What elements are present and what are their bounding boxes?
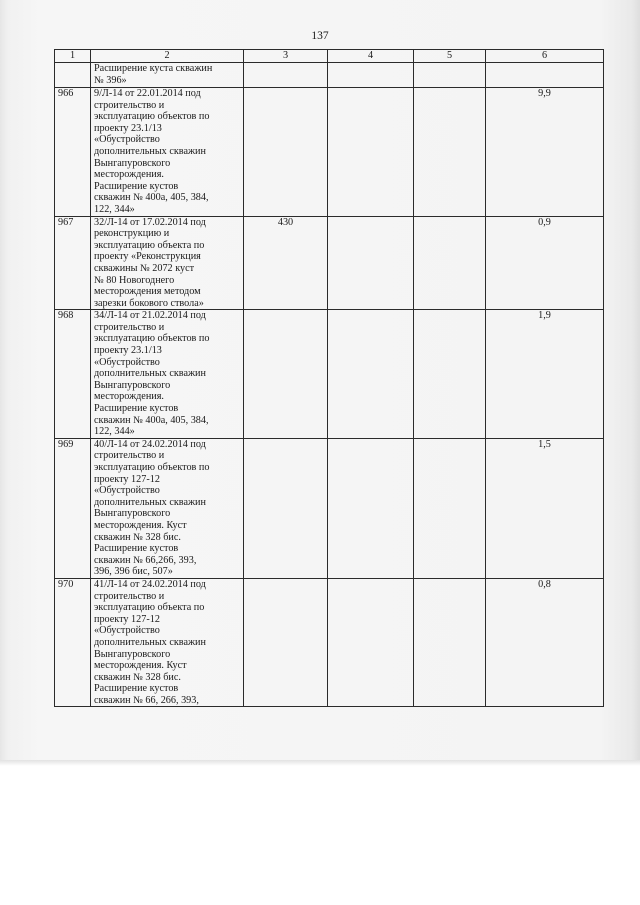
description-line: 34/Л-14 от 21.02.2014 под bbox=[94, 310, 206, 322]
column-3-cell bbox=[244, 578, 328, 707]
description-line: эксплуатацию объектов по bbox=[94, 333, 210, 345]
description-line: «Обустройство bbox=[94, 356, 160, 368]
row-number-cell: 970 bbox=[55, 578, 91, 707]
table-row bbox=[55, 578, 604, 707]
column-3-cell bbox=[244, 438, 328, 578]
column-4-cell bbox=[328, 63, 414, 88]
column-3-cell bbox=[244, 310, 328, 439]
description-line: зарезки бокового ствола» bbox=[94, 297, 204, 309]
description-line: проекту 23.1/13 bbox=[94, 122, 162, 134]
table-row-continuation bbox=[55, 63, 604, 88]
row-number-cell: 967 bbox=[55, 216, 91, 310]
column-4-cell bbox=[328, 88, 414, 217]
description-line: Вынгапуровского bbox=[94, 157, 171, 169]
description-line: 32/Л-14 от 17.02.2014 под bbox=[94, 216, 206, 228]
column-3-cell bbox=[244, 63, 328, 88]
description-line: Расширение кустов bbox=[94, 543, 179, 555]
description-line: Вынгапуровского bbox=[94, 508, 171, 520]
description-line: реконструкцию и bbox=[94, 228, 170, 240]
row-number-cell bbox=[55, 63, 91, 88]
column-5-cell bbox=[414, 63, 486, 88]
description-line: 41/Л-14 от 24.02.2014 под bbox=[94, 578, 206, 590]
column-4-cell bbox=[328, 578, 414, 707]
column-6-cell: 9,9 bbox=[486, 88, 604, 217]
description-line: месторождения. Куст bbox=[94, 519, 187, 531]
scan-edge bbox=[0, 760, 640, 766]
column-header-5: 5 bbox=[414, 50, 486, 63]
row-number-cell: 966 bbox=[55, 88, 91, 217]
description-line: 122, 344» bbox=[94, 426, 135, 438]
column-4-cell bbox=[328, 438, 414, 578]
description-line: № 80 Новогоднего bbox=[94, 274, 175, 286]
description-line: № 396» bbox=[94, 74, 127, 86]
table-row bbox=[55, 438, 604, 578]
description-line: 396, 396 бис, 507» bbox=[94, 566, 173, 578]
description-line: проекту 127-12 bbox=[94, 473, 160, 485]
register-table bbox=[54, 49, 604, 707]
table-row bbox=[55, 310, 604, 439]
column-5-cell bbox=[414, 310, 486, 439]
description-line: скважин № 400а, 405, 384, bbox=[94, 414, 209, 426]
description-line: эксплуатацию объектов по bbox=[94, 462, 210, 473]
column-6-cell: 0,8 bbox=[486, 578, 604, 707]
description-line: скважин № 400а, 405, 384, bbox=[94, 192, 209, 204]
row-number-cell: 969 bbox=[55, 438, 91, 578]
column-5-cell bbox=[414, 438, 486, 578]
description-line: строительство и bbox=[94, 99, 165, 111]
description-cell bbox=[91, 310, 244, 439]
column-6-cell: 1,9 bbox=[486, 310, 604, 439]
description-line: Вынгапуровского bbox=[94, 648, 171, 660]
description-line: строительство и bbox=[94, 321, 165, 333]
column-5-cell bbox=[414, 88, 486, 217]
description-line: эксплуатацию объекта по bbox=[94, 239, 205, 251]
description-line: месторождения. bbox=[94, 169, 164, 181]
column-3-cell bbox=[244, 88, 328, 217]
row-number-cell: 968 bbox=[55, 310, 91, 439]
description-line: «Обустройство bbox=[94, 485, 160, 497]
description-cell bbox=[91, 63, 244, 88]
description-line: скважин № 66,266, 393, bbox=[94, 554, 197, 566]
description-line: дополнительных скважин bbox=[94, 145, 206, 157]
description-line: дополнительных скважин bbox=[94, 636, 206, 648]
description-line: эксплуатацию объектов по bbox=[94, 111, 210, 123]
column-5-cell bbox=[414, 216, 486, 310]
description-line: проекту 23.1/13 bbox=[94, 345, 162, 357]
page-number: 137 bbox=[311, 30, 329, 42]
column-header-4: 4 bbox=[328, 50, 414, 63]
description-cell bbox=[91, 578, 244, 707]
description-line: строительство и bbox=[94, 450, 165, 462]
table-row bbox=[55, 216, 604, 310]
column-header-3: 3 bbox=[244, 50, 328, 63]
description-line: Расширение кустов bbox=[94, 683, 179, 695]
description-line: месторождения методом bbox=[94, 286, 201, 298]
description-line: дополнительных скважин bbox=[94, 496, 206, 508]
description-cell bbox=[91, 438, 244, 578]
description-line: строительство и bbox=[94, 590, 165, 602]
description-line: эксплуатацию объекта по bbox=[94, 602, 205, 614]
description-line: скважины № 2072 куст bbox=[94, 262, 195, 274]
column-header-1: 1 bbox=[55, 50, 91, 63]
description-line: «Обустройство bbox=[94, 134, 160, 146]
column-3-cell: 430 bbox=[244, 216, 328, 310]
description-line: 122, 344» bbox=[94, 203, 135, 215]
description-line: проекту «Реконструкция bbox=[94, 251, 201, 263]
column-5-cell bbox=[414, 578, 486, 707]
header-row bbox=[55, 50, 604, 63]
description-line: Расширение кустов bbox=[94, 403, 179, 415]
description-line: месторождения. bbox=[94, 391, 164, 403]
column-6-cell: 1,5 bbox=[486, 438, 604, 578]
column-header-6: 6 bbox=[486, 50, 604, 63]
description-line: Расширение куста скважин bbox=[94, 63, 213, 74]
description-cell bbox=[91, 88, 244, 217]
description-line: Расширение кустов bbox=[94, 180, 179, 192]
description-line: скважин № 328 бис. bbox=[94, 671, 181, 683]
description-line: 9/Л-14 от 22.01.2014 под bbox=[94, 88, 201, 99]
column-header-2: 2 bbox=[91, 50, 244, 63]
table-row bbox=[55, 88, 604, 217]
description-line: проекту 127-12 bbox=[94, 613, 160, 625]
column-4-cell bbox=[328, 310, 414, 439]
description-line: 40/Л-14 от 24.02.2014 под bbox=[94, 438, 206, 450]
description-line: скважин № 66, 266, 393, bbox=[94, 694, 199, 706]
description-line: «Обустройство bbox=[94, 625, 160, 637]
column-6-cell bbox=[486, 63, 604, 88]
description-line: Вынгапуровского bbox=[94, 379, 171, 391]
description-cell bbox=[91, 216, 244, 310]
column-6-cell: 0,9 bbox=[486, 216, 604, 310]
column-4-cell bbox=[328, 216, 414, 310]
description-line: месторождения. Куст bbox=[94, 660, 187, 672]
description-line: скважин № 328 бис. bbox=[94, 531, 181, 543]
description-line: дополнительных скважин bbox=[94, 368, 206, 380]
